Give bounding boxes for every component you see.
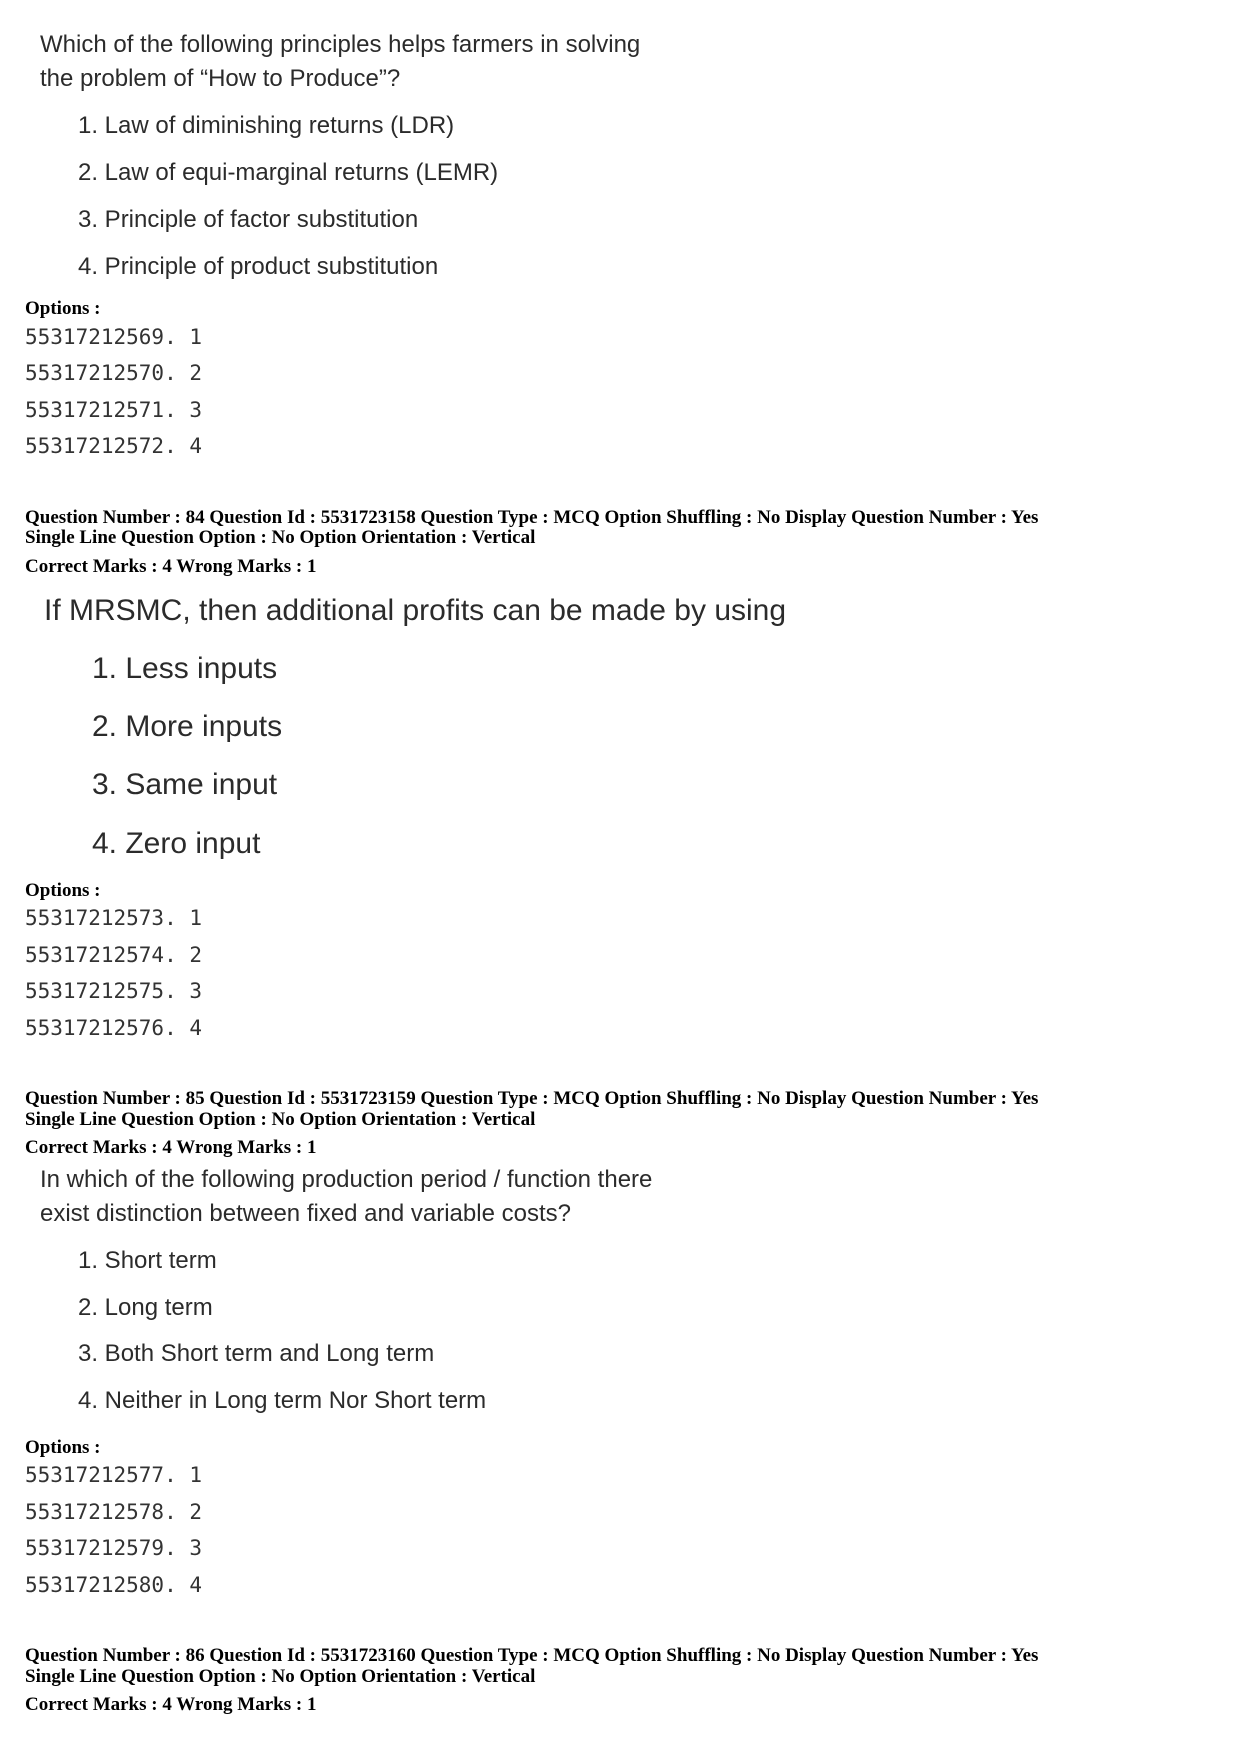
q85-meta-line-1: Question Number : 85 Question Id : 5531723159 Question Type : MCQ Option Shuffling : No Display Question Number : Yes [25,1088,1039,1109]
q85-choice-2: 2. Long term [78,1294,213,1321]
q84-meta-line-1: Question Number : 84 Question Id : 5531723158 Question Type : MCQ Option Shuffling : No Display Question Number : Yes [25,507,1039,528]
q85-option-id-2: 55317212578. 2 [25,1500,203,1524]
q85-meta-line-2: Single Line Question Option : No Option Orientation : Vertical [25,1109,536,1130]
q85-choice-4: 4. Neither in Long term Nor Short term [78,1387,487,1414]
q85-option-id-4: 55317212580. 4 [25,1573,203,1597]
q83-choice-3: 3. Principle of factor substitution [78,206,419,233]
q84-choice-1: 1. Less inputs [92,652,278,685]
q83-choice-1: 1. Law of diminishing returns (LDR) [78,112,455,139]
q83-question-image [0,0,1240,300]
q86-meta-line-3: Correct Marks : 4 Wrong Marks : 1 [25,1694,317,1715]
q84-choice-2: 2. More inputs [92,710,283,743]
q83-option-id-2: 55317212570. 2 [25,361,203,385]
q85-choice-3: 3. Both Short term and Long term [78,1340,435,1367]
q84-option-id-2: 55317212574. 2 [25,943,203,967]
q85-question-line-2: exist distinction between fixed and variable costs? [40,1200,571,1227]
q83-choice-2: 2. Law of equi-marginal returns (LEMR) [78,159,499,186]
q84-options-label: Options : [25,880,101,901]
q84-choice-3: 3. Same input [92,768,278,801]
q83-option-id-4: 55317212572. 4 [25,434,203,458]
q85-choice-1: 1. Short term [78,1247,217,1274]
q84-question-image [0,590,1240,870]
q84-choice-4: 4. Zero input [92,827,261,860]
q85-question-image [0,1160,1240,1440]
q84-meta-line-2: Single Line Question Option : No Option Orientation : Vertical [25,527,536,548]
q84-option-id-1: 55317212573. 1 [25,906,203,930]
q84-option-id-3: 55317212575. 3 [25,979,203,1003]
q83-choice-4: 4. Principle of product substitution [78,253,439,280]
q85-options-label: Options : [25,1437,101,1458]
q85-option-id-3: 55317212579. 3 [25,1536,203,1560]
q83-question-line-1: Which of the following principles helps farmers in solving [40,31,641,58]
q86-meta-line-2: Single Line Question Option : No Option Orientation : Vertical [25,1666,536,1687]
q85-question-line-1: In which of the following production period / function there [40,1166,653,1193]
q84-question-line-1: If MRSMC, then additional profits can be made by using [44,594,787,627]
q86-meta-line-1: Question Number : 86 Question Id : 5531723160 Question Type : MCQ Option Shuffling : No Display Question Number : Yes [25,1645,1039,1666]
q83-question-line-2: the problem of “How to Produce”? [40,65,401,92]
q84-meta-line-3: Correct Marks : 4 Wrong Marks : 1 [25,556,317,577]
q83-options-label: Options : [25,298,101,319]
q85-option-id-1: 55317212577. 1 [25,1463,203,1487]
q83-option-id-1: 55317212569. 1 [25,325,203,349]
q85-meta-line-3: Correct Marks : 4 Wrong Marks : 1 [25,1137,317,1158]
q84-option-id-4: 55317212576. 4 [25,1016,203,1040]
q83-option-id-3: 55317212571. 3 [25,398,203,422]
